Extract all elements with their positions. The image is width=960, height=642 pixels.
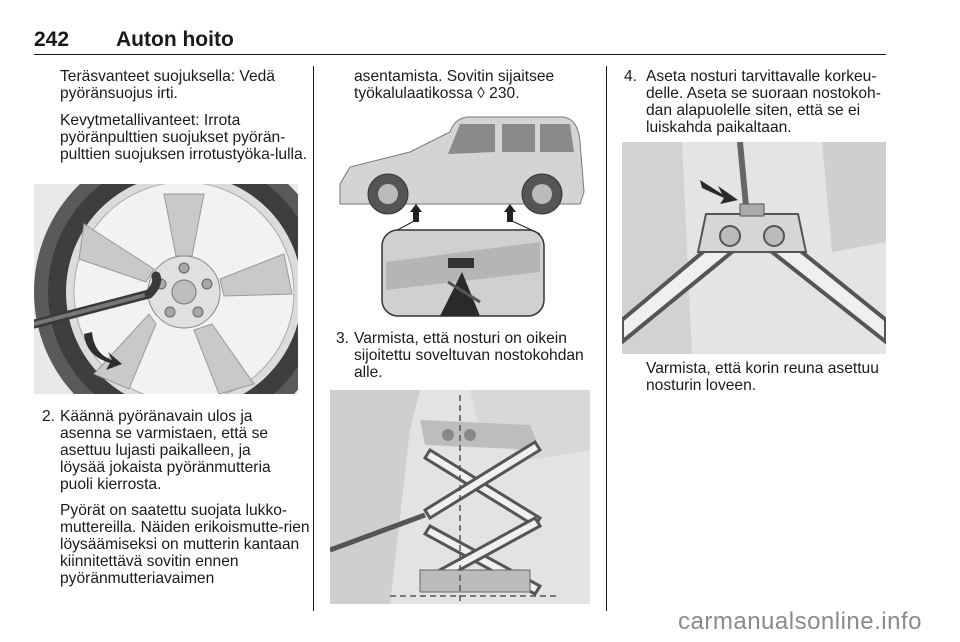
- step-3-text: Varmista, että nosturi on oikein sijoitettu soveltuvan nostokohdan alle.: [354, 330, 584, 381]
- column-divider-2: [606, 66, 607, 611]
- jack-placement-illustration: [330, 390, 590, 604]
- step-4-number: 4.: [624, 68, 638, 85]
- lock-nut-paragraph: Pyörät on saatettu suojata lukko-muttereilla. Näiden erikoismutte-rien löysäämiseksi on mutterin kantaan kiinnitettävä sovitin ennen pyöränmutteriavaimen: [60, 502, 310, 587]
- adapter-paragraph: [354, 68, 594, 102]
- step-3-number: 3.: [336, 330, 350, 347]
- watermark: carmanualsonline.info: [678, 608, 922, 635]
- reference-arrow-icon: ◊: [477, 85, 485, 102]
- adapter-text: asentamista. Sovitin sijaitsee työkalulaatikossa: [354, 68, 555, 102]
- jacking-points-illustration: [330, 112, 590, 320]
- jack-notch-closeup-illustration: [622, 142, 886, 354]
- body-notch-paragraph: Varmista, että korin reuna asettuu nosturin loveen.: [646, 360, 879, 394]
- header-rule: [34, 54, 886, 55]
- step-2-text: Käännä pyöränavain ulos ja asenna se varmistaen, että se asettuu lujasti paikalleen, ja löysää jokaista pyöränmutteria puoli kierrosta.: [60, 408, 271, 493]
- page-number: 242: [34, 28, 70, 51]
- column-divider-1: [313, 66, 314, 611]
- steel-rim-paragraph: Teräsvanteet suojuksella: Vedä pyöränsuojus irti.: [60, 68, 275, 102]
- wheel-wrench-illustration: [34, 184, 298, 394]
- reference-page[interactable]: 230.: [489, 85, 520, 102]
- alloy-rim-paragraph: Kevytmetallivanteet: Irrota pyöränpulttien suojukset pyörän-pulttien suojuksen irrotustyöka-lulla.: [60, 112, 308, 163]
- step-2-number: 2.: [42, 408, 56, 425]
- chapter-title: Auton hoito: [116, 28, 234, 51]
- step-4-text: Aseta nosturi tarvittavalle korkeu-delle. Aseta se suoraan nostokoh-dan alapuolelle siten, että se ei luiskahda paikaltaan.: [646, 68, 881, 136]
